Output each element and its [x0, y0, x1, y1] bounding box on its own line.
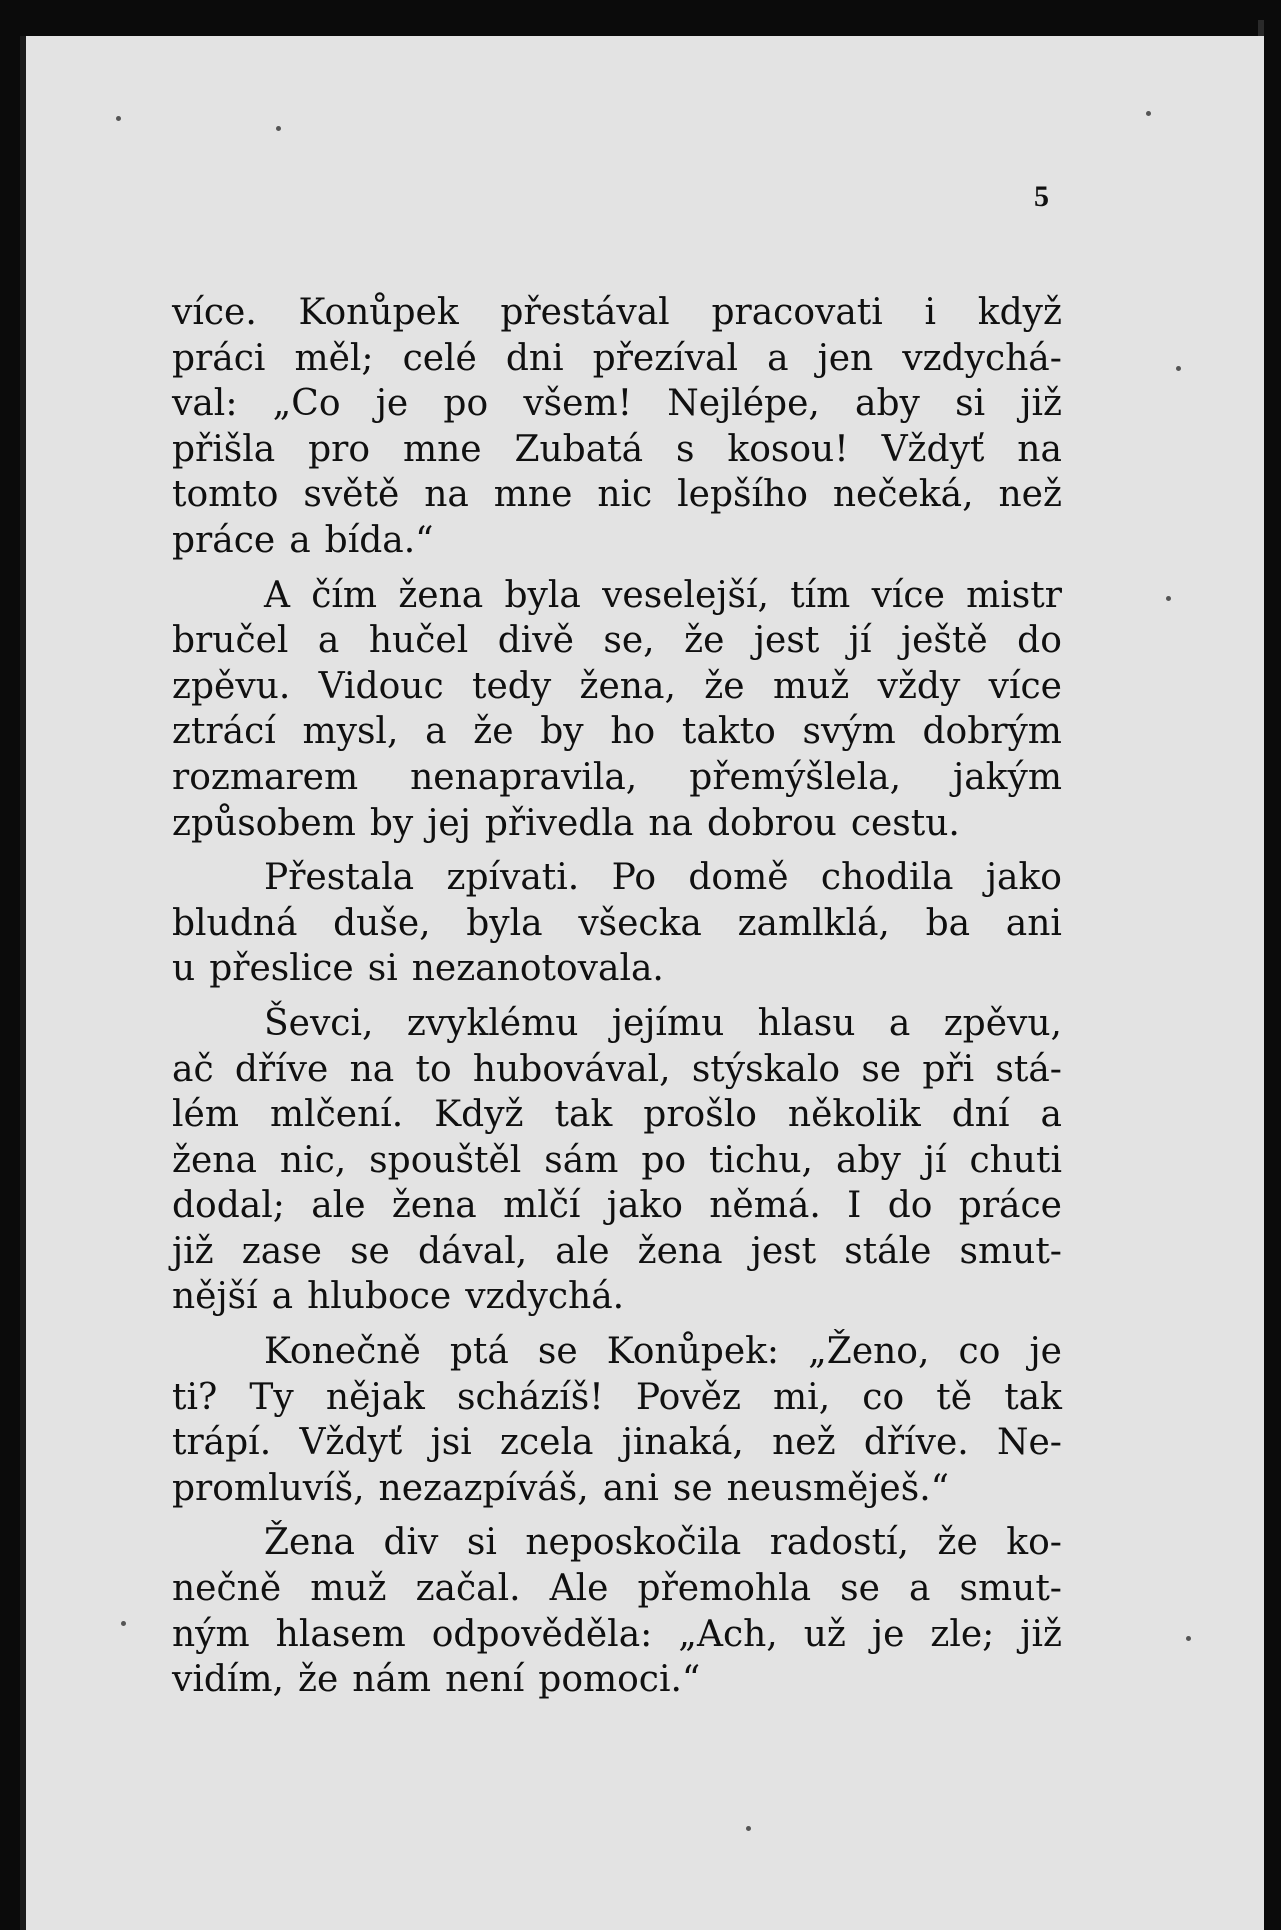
word: vždy [877, 665, 961, 707]
text-line [172, 573, 1062, 619]
word: bludná [172, 902, 298, 944]
word: že [937, 1522, 978, 1564]
word: Konečně [264, 1331, 421, 1373]
word: tak [1004, 1376, 1062, 1418]
text-line [172, 1329, 1062, 1375]
text-line [172, 618, 1062, 664]
word: pomoci.“ [538, 1659, 701, 1701]
word: a [1040, 1094, 1062, 1136]
text-line [172, 1520, 1062, 1566]
word: zpěvu. [172, 665, 291, 707]
word: že [298, 1659, 339, 1701]
paragraph-gap [172, 846, 1062, 855]
word: ač [172, 1048, 214, 1090]
word: je [375, 383, 409, 425]
word: „Co [272, 383, 341, 425]
word: jako [606, 1185, 683, 1227]
text-line [172, 1466, 1062, 1512]
word: a [289, 519, 311, 561]
word: se [861, 1048, 902, 1090]
word: byla [504, 574, 581, 616]
word: mistr [966, 574, 1062, 616]
text-line [172, 381, 1062, 427]
paragraph [172, 1520, 1062, 1702]
word: A [264, 574, 290, 616]
word: se [350, 1230, 390, 1272]
word: nečeká, [832, 474, 974, 516]
word: „Ženo, [808, 1331, 930, 1373]
word: domě [688, 857, 789, 899]
word: po [641, 1139, 687, 1181]
word: že [684, 620, 725, 662]
text-line [172, 1612, 1062, 1658]
word: žena [398, 574, 484, 616]
word: mi, [773, 1376, 831, 1418]
word: mlčí [503, 1185, 581, 1227]
word: dříve. [863, 1422, 969, 1464]
word: žena [172, 1139, 257, 1181]
word: ba [925, 902, 971, 944]
word: nenapravila, [410, 756, 638, 798]
word: je [1029, 1331, 1062, 1373]
word: jen [817, 337, 874, 379]
word: s [676, 428, 695, 470]
word: jest [750, 1230, 817, 1272]
word: více [988, 665, 1062, 707]
word: jako [985, 857, 1062, 899]
text-line [172, 855, 1062, 901]
word: práce [172, 519, 276, 561]
word: se [537, 1331, 578, 1373]
word: zle; [930, 1613, 995, 1655]
word: ným [172, 1613, 250, 1655]
word: Konůpek [298, 292, 459, 333]
word: si [955, 383, 986, 425]
word: Přestala [264, 857, 415, 899]
word: stá- [995, 1048, 1062, 1090]
word: není [445, 1659, 525, 1701]
word: scházíš! [457, 1376, 604, 1418]
word: hlasem [275, 1613, 406, 1655]
word: na [1017, 428, 1062, 470]
word: lém [172, 1094, 239, 1136]
paragraph-gap [172, 1511, 1062, 1520]
word: takto [681, 711, 776, 753]
word: hučel [368, 620, 469, 662]
word: se, [603, 620, 655, 662]
word: Nejlépe, [667, 383, 820, 425]
word: všem! [523, 383, 633, 425]
word: tak [554, 1094, 613, 1136]
text-line [172, 946, 1062, 992]
text-line [172, 801, 1062, 847]
word: dobrým [922, 711, 1062, 753]
word: lepšího [677, 474, 808, 516]
word: to [415, 1048, 452, 1090]
word: vidím, [172, 1659, 284, 1701]
word: Když [434, 1094, 524, 1136]
word: hluboce [307, 1276, 452, 1318]
word: nezazpíváš, [378, 1467, 589, 1509]
word: co [862, 1376, 905, 1418]
word: mne [493, 474, 573, 516]
word: přišla [172, 428, 276, 470]
word: a [425, 711, 447, 753]
word: bručel [172, 620, 289, 662]
word: Zubatá [514, 428, 644, 470]
word: nám [352, 1659, 432, 1701]
word: duše, [333, 902, 431, 944]
word: dával, [417, 1230, 528, 1272]
word: Ale [549, 1568, 609, 1610]
word: nic [597, 474, 653, 516]
text-line [172, 709, 1062, 755]
word: Konůpek: [606, 1331, 780, 1373]
word: nější [172, 1276, 258, 1318]
text-line [172, 290, 1062, 336]
paragraph [172, 573, 1062, 847]
word: způsobem [172, 802, 356, 844]
word: ztrácí [172, 711, 276, 753]
word: už [803, 1613, 846, 1655]
word: tedy [472, 665, 552, 707]
word: tím [790, 574, 851, 616]
word: muž [772, 665, 850, 707]
word: mlčení. [269, 1094, 404, 1136]
word: Ty [249, 1376, 294, 1418]
text-line [172, 518, 1062, 564]
paragraph-gap [172, 992, 1062, 1001]
word: odpověděla: [431, 1613, 653, 1655]
word: než [998, 474, 1062, 516]
paragraph [172, 290, 1062, 564]
word: jest [753, 620, 820, 662]
word: zase [241, 1230, 322, 1272]
paper-speck [1176, 366, 1181, 371]
word: přivedla [484, 802, 635, 844]
paragraph-gap [172, 1320, 1062, 1329]
word: práci [172, 337, 266, 379]
word: je [871, 1613, 905, 1655]
word: práce [958, 1185, 1062, 1227]
text-line [172, 1420, 1062, 1466]
text-line [172, 1566, 1062, 1612]
word: pro [308, 428, 371, 470]
word: radostí, [769, 1522, 909, 1564]
word: přestával [500, 292, 670, 333]
paper-speck [1166, 596, 1171, 601]
word: několik [787, 1094, 921, 1136]
word: jí [923, 1139, 947, 1181]
word: ptá [449, 1331, 509, 1373]
word: již [172, 1230, 214, 1272]
word: přeslice [209, 948, 354, 990]
word: jej [427, 802, 471, 844]
word: zamlklá, [737, 902, 890, 944]
word: zpívati. [446, 857, 580, 899]
word: Po [611, 857, 657, 899]
word: němá. [709, 1185, 821, 1227]
word: ti? [172, 1376, 218, 1418]
word: jsi [430, 1422, 472, 1464]
paragraph [172, 855, 1062, 992]
paragraph [172, 1329, 1062, 1511]
word: divě [497, 620, 574, 662]
text-line [172, 1092, 1062, 1138]
word: ko- [1006, 1522, 1062, 1564]
paper-speck [276, 126, 281, 131]
word: se [840, 1568, 880, 1610]
word: prošlo [643, 1094, 757, 1136]
word: by [369, 802, 414, 844]
word: aby [835, 1139, 901, 1181]
word: ani [1005, 902, 1062, 944]
word: dodal; [172, 1185, 285, 1227]
word: již [1020, 383, 1062, 425]
word: Vidouc [318, 665, 444, 707]
word: čím [311, 574, 378, 616]
word: „Ach, [678, 1613, 778, 1655]
word: dni [505, 337, 564, 379]
paper-speck [1146, 111, 1151, 116]
word: tichu, [709, 1139, 813, 1181]
word: žena [637, 1230, 723, 1272]
word: u [172, 948, 196, 990]
text-line [172, 472, 1062, 518]
word: spouštěl [369, 1139, 522, 1181]
word: veselejší, [602, 574, 769, 616]
word: ho [610, 711, 656, 753]
word: stále [844, 1230, 932, 1272]
word: kosou! [727, 428, 849, 470]
word: nečně [172, 1568, 282, 1610]
word: jakým [953, 756, 1062, 798]
word: si [367, 948, 398, 990]
word: ale [555, 1230, 610, 1272]
text-line [172, 1001, 1062, 1047]
word: by [540, 711, 584, 753]
text-line [172, 1657, 1062, 1703]
text-line [172, 1183, 1062, 1229]
word: rozmarem [172, 756, 359, 798]
word: i [924, 292, 937, 333]
word: vzdychá. [465, 1276, 625, 1318]
word: přemohla [637, 1568, 812, 1610]
word: a [271, 1276, 294, 1318]
word: a [888, 1002, 911, 1044]
word: svým [802, 711, 896, 753]
word: že [473, 711, 514, 753]
word: světě [303, 474, 400, 516]
word: do [887, 1185, 933, 1227]
page-number: 5 [1034, 180, 1049, 213]
word: měl; [294, 337, 374, 379]
word: nic, [279, 1139, 347, 1181]
word: nezanotovala. [411, 948, 664, 990]
word: zpěvu, [943, 1002, 1062, 1044]
word: vzdychá- [902, 337, 1062, 379]
word: na [648, 802, 693, 844]
body-text [172, 290, 1062, 1703]
paper-speck [121, 1621, 126, 1626]
word: jejímu [611, 1002, 725, 1044]
word: hlasu [757, 1002, 856, 1044]
word: začal. [415, 1568, 521, 1610]
word: dříve [234, 1048, 329, 1090]
word: pracovati [711, 292, 883, 333]
word: přezíval [592, 337, 739, 379]
word: ale [311, 1185, 366, 1227]
word: muž [310, 1568, 387, 1610]
word: chodila [820, 857, 954, 899]
text-line [172, 1138, 1062, 1184]
paper-speck [1186, 1636, 1191, 1641]
word: než [772, 1422, 836, 1464]
word: I [847, 1185, 862, 1227]
word: a [908, 1568, 931, 1610]
word: tomto [172, 474, 279, 516]
word: jinaká, [621, 1422, 744, 1464]
word: cestu. [850, 802, 960, 844]
paper-speck [746, 1826, 751, 1831]
word: žena, [579, 665, 676, 707]
word: sám [544, 1139, 619, 1181]
word: dní [951, 1094, 1010, 1136]
word: chuti [969, 1139, 1062, 1181]
word: neposkočila [525, 1522, 742, 1564]
text-line [172, 427, 1062, 473]
word: žena [391, 1185, 477, 1227]
text-line [172, 755, 1062, 801]
word: smut- [959, 1568, 1062, 1610]
word: val: [172, 383, 238, 425]
word: Vždyť [299, 1422, 403, 1464]
word: zcela [500, 1422, 594, 1464]
word: smut- [959, 1230, 1062, 1272]
word: Ševci, [264, 1002, 374, 1044]
text-line [172, 1274, 1062, 1320]
word: když [977, 292, 1062, 333]
word: všecka [578, 902, 702, 944]
word: dobrou [706, 802, 837, 844]
text-line [172, 901, 1062, 947]
word: Vždyť [881, 428, 985, 470]
word: celé [402, 337, 477, 379]
text-line [172, 336, 1062, 382]
word: se [672, 1467, 713, 1509]
text-line [172, 664, 1062, 710]
word: do [1017, 620, 1062, 662]
word: a [317, 620, 340, 662]
word: co [958, 1331, 1001, 1373]
word: při [922, 1048, 975, 1090]
word: hubovával, [472, 1048, 671, 1090]
word: ještě [900, 620, 988, 662]
word: Žena [264, 1522, 355, 1564]
word: mne [402, 428, 482, 470]
word: přemýšlela, [689, 756, 902, 798]
word: na [349, 1048, 395, 1090]
word: aby [855, 383, 920, 425]
word: neusměješ.“ [726, 1467, 950, 1509]
word: zvyklému [406, 1002, 579, 1044]
text-line [172, 1229, 1062, 1275]
word: stýskalo [691, 1048, 841, 1090]
text-line [172, 1375, 1062, 1421]
word: již [1020, 1613, 1062, 1655]
word: Pověz [635, 1376, 741, 1418]
word: tě [936, 1376, 973, 1418]
word: a [767, 337, 789, 379]
text-line [172, 1047, 1062, 1093]
word: více [871, 574, 945, 616]
word: div [383, 1522, 439, 1564]
word: že [704, 665, 745, 707]
word: Ne- [997, 1422, 1062, 1464]
word: více. [172, 292, 257, 333]
word: bída.“ [324, 519, 434, 561]
word: na [424, 474, 469, 516]
word: nějak [325, 1376, 425, 1418]
word: promluvíš, [172, 1467, 365, 1509]
word: si [466, 1522, 497, 1564]
word: byla [466, 902, 543, 944]
word: po [443, 383, 489, 425]
word: mysl, [302, 711, 399, 753]
word: jí [848, 620, 872, 662]
paper-speck [116, 116, 121, 121]
paragraph [172, 1001, 1062, 1320]
paragraph-gap [172, 564, 1062, 573]
word: ani [602, 1467, 659, 1509]
word: trápí. [172, 1422, 272, 1464]
